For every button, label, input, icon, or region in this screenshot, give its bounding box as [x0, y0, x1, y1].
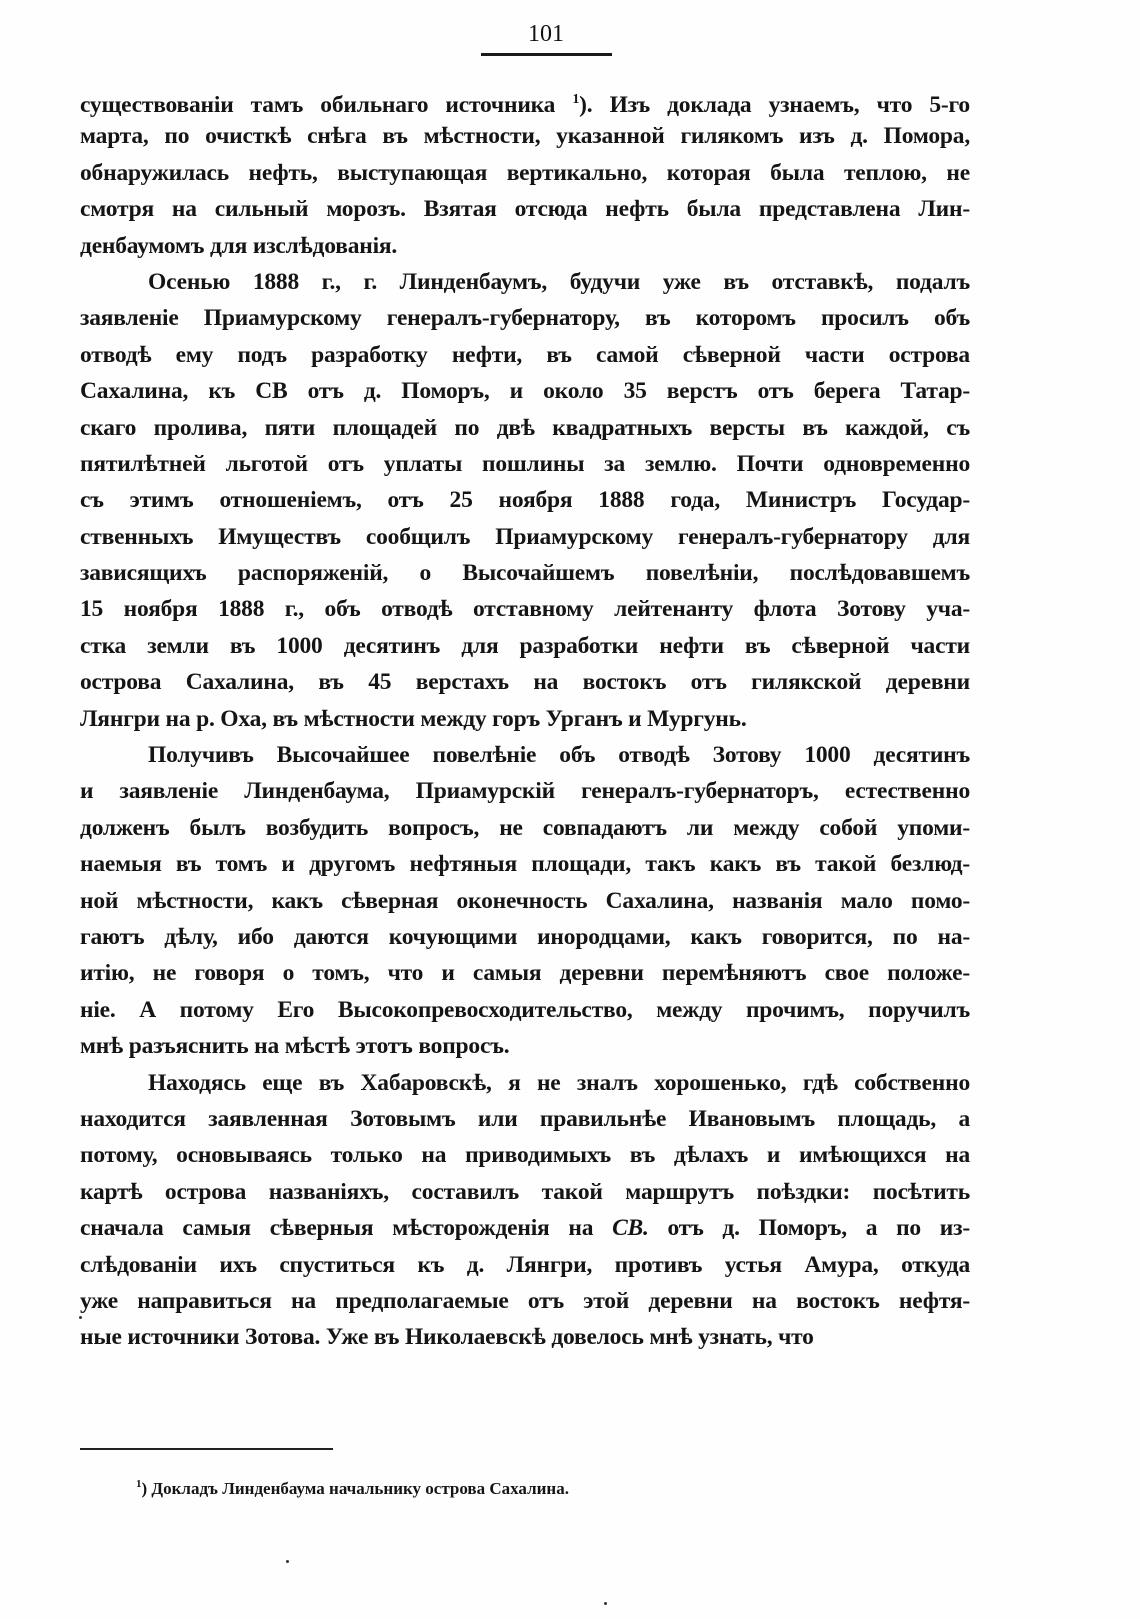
paragraph — [80, 737, 970, 1065]
line-text: обнаружилась нефть, выступающая вертикально, которая была теплою, не — [80, 159, 970, 186]
line-text: картѣ острова названіяхъ, составилъ такой маршрутъ поѣздки: посѣтить — [80, 1178, 970, 1205]
line-text: марта, по очисткѣ снѣга въ мѣстности, указанной гилякомъ изъ д. Помора, — [80, 123, 970, 150]
line-text: зависящихъ распоряженій, о Высочайшемъ повелѣніи, послѣдовавшемъ — [80, 560, 970, 587]
text-line — [80, 1283, 970, 1319]
line-text: Получивъ Высочайшее повелѣніе объ отводѣ Зотову 1000 десятинъ — [148, 742, 970, 769]
line-text: ные источники Зотова. Уже въ Николаевскѣ довелось мнѣ узнать, что — [80, 1324, 814, 1351]
line-text: стка земли въ 1000 десятинъ для разработки нефти въ сѣверной части — [80, 632, 970, 659]
text-line — [80, 228, 970, 264]
line-text: потому, основываясь только на приводимыхъ въ дѣлахъ и имѣющихся на — [80, 1142, 970, 1169]
line-text: отводѣ ему подъ разработку нефти, въ самой сѣверной части острова — [80, 341, 970, 368]
header-rule — [481, 53, 612, 56]
line-text: денбаумомъ для изслѣдованія. — [80, 232, 398, 259]
line-text: ной мѣстности, какъ сѣверная оконечность Сахалина, названія мало помо- — [80, 887, 970, 914]
line-text: итію, не говоря о томъ, что и самыя деревни перемѣняютъ свое положе- — [80, 960, 970, 987]
paragraph — [80, 264, 970, 737]
line-text: заявленіе Приамурскому генералъ-губернатору, въ которомъ просилъ объ — [80, 305, 970, 332]
text-line — [80, 82, 970, 118]
text-line — [80, 773, 970, 809]
line-text: гаютъ дѣлу, ибо даются кочующими инородцами, какъ говорится, по на- — [80, 923, 970, 950]
line-text: мнѣ разъяснить на мѣстѣ этотъ вопросъ. — [80, 1033, 510, 1060]
line-text: скаго пролива, пяти площадей по двѣ квадратныхъ версты въ каждой, съ — [80, 414, 970, 441]
line-text: Лянгри на р. Оха, въ мѣстности между горъ Урганъ и Мургунь. — [80, 705, 747, 732]
line-text: Сахалина, къ СВ отъ д. Поморъ, и около 35 верстъ отъ берега Татар- — [80, 378, 970, 405]
line-text-continued: отъ д. Поморъ, а по из- — [648, 1215, 970, 1242]
footnote-reference[interactable]: 1 — [572, 92, 580, 107]
line-text: смотря на сильный морозъ. Взятая отсюда нефть была представлена Лин- — [80, 196, 970, 223]
text-line — [80, 1247, 970, 1283]
page-number: 101 — [528, 21, 564, 47]
text-line — [80, 955, 970, 991]
print-speck — [604, 1602, 607, 1605]
text-line — [80, 919, 970, 955]
line-text: долженъ былъ возбудить вопросъ, не совпадаютъ ли между собой упоми- — [80, 814, 970, 841]
line-text: слѣдованіи ихъ спуститься къ д. Лянгри, противъ устья Амура, откуда — [80, 1251, 970, 1278]
text-line — [80, 118, 970, 154]
text-line — [80, 883, 970, 919]
text-line — [80, 337, 970, 373]
text-line — [80, 373, 970, 409]
text-line — [80, 264, 970, 300]
line-text: Осенью 1888 г., г. Линденбаумъ, будучи уже въ отставкѣ, подалъ — [148, 268, 970, 295]
text-line — [80, 1137, 970, 1173]
text-line — [80, 591, 970, 627]
text-line — [80, 628, 970, 664]
print-speck — [286, 1560, 289, 1563]
text-line — [80, 155, 970, 191]
line-text: существованіи тамъ обильнаго источника — [80, 92, 556, 118]
body-text — [80, 82, 970, 1356]
line-text: и заявленіе Линденбаума, Приамурскій генералъ-губернаторъ, естественно — [80, 778, 970, 805]
line-text: острова Сахалина, въ 45 верстахъ на востокъ отъ гилякской деревни — [80, 669, 970, 696]
line-text: Находясь еще въ Хабаровскѣ, я не зналъ хорошенько, гдѣ собственно — [148, 1069, 970, 1096]
text-line — [80, 1210, 970, 1246]
line-text: сначала самыя сѣверныя мѣсторожденія на — [80, 1215, 594, 1242]
line-text: находится заявленная Зотовымъ или правильнѣе Ивановымъ площадь, а — [80, 1105, 970, 1132]
paragraph — [80, 1065, 970, 1356]
text-line — [80, 410, 970, 446]
text-line — [80, 300, 970, 336]
footnote-text: ) Докладъ Линденбаума начальнику острова Сахалина. — [141, 1479, 569, 1498]
text-line — [80, 191, 970, 227]
text-line — [80, 1174, 970, 1210]
text-line — [80, 1319, 970, 1355]
text-line — [80, 555, 970, 591]
text-line — [80, 482, 970, 518]
text-line — [80, 519, 970, 555]
line-text: уже направиться на предполагаемые отъ этой деревни на востокъ нефтя- — [80, 1287, 970, 1314]
line-text: пятилѣтней льготой отъ уплаты пошлины за землю. Почти одновременно — [80, 450, 970, 477]
text-line — [80, 1028, 970, 1064]
print-speck — [79, 1316, 82, 1319]
text-line — [80, 992, 970, 1028]
line-text: ніе. А потому Его Высокопревосходительство, между прочимъ, поручилъ — [80, 996, 970, 1023]
text-line — [80, 664, 970, 700]
line-text: 15 ноября 1888 г., объ отводѣ отставному лейтенанту флота Зотову уча- — [80, 596, 970, 623]
text-line — [80, 810, 970, 846]
italic-abbreviation: СВ. — [612, 1215, 649, 1242]
text-line — [80, 1065, 970, 1101]
line-text: ственныхъ Имуществъ сообщилъ Приамурскому генералъ-губернатору для — [80, 523, 970, 550]
text-line — [80, 446, 970, 482]
paragraph — [80, 82, 970, 264]
footnote-marker: 1 — [136, 1478, 142, 1490]
line-text: съ этимъ отношеніемъ, отъ 25 ноября 1888 года, Министръ Государ- — [80, 487, 970, 514]
text-line — [80, 1101, 970, 1137]
text-line — [80, 701, 970, 737]
line-text-continued: ). Изъ доклада узнаемъ, что 5-го — [579, 92, 970, 118]
footnote — [136, 1478, 569, 1499]
line-text: наемыя въ томъ и другомъ нефтяныя площади, такъ какъ въ такой безлюд- — [80, 851, 970, 878]
text-line — [80, 737, 970, 773]
text-line — [80, 846, 970, 882]
footnote-rule — [80, 1448, 333, 1450]
